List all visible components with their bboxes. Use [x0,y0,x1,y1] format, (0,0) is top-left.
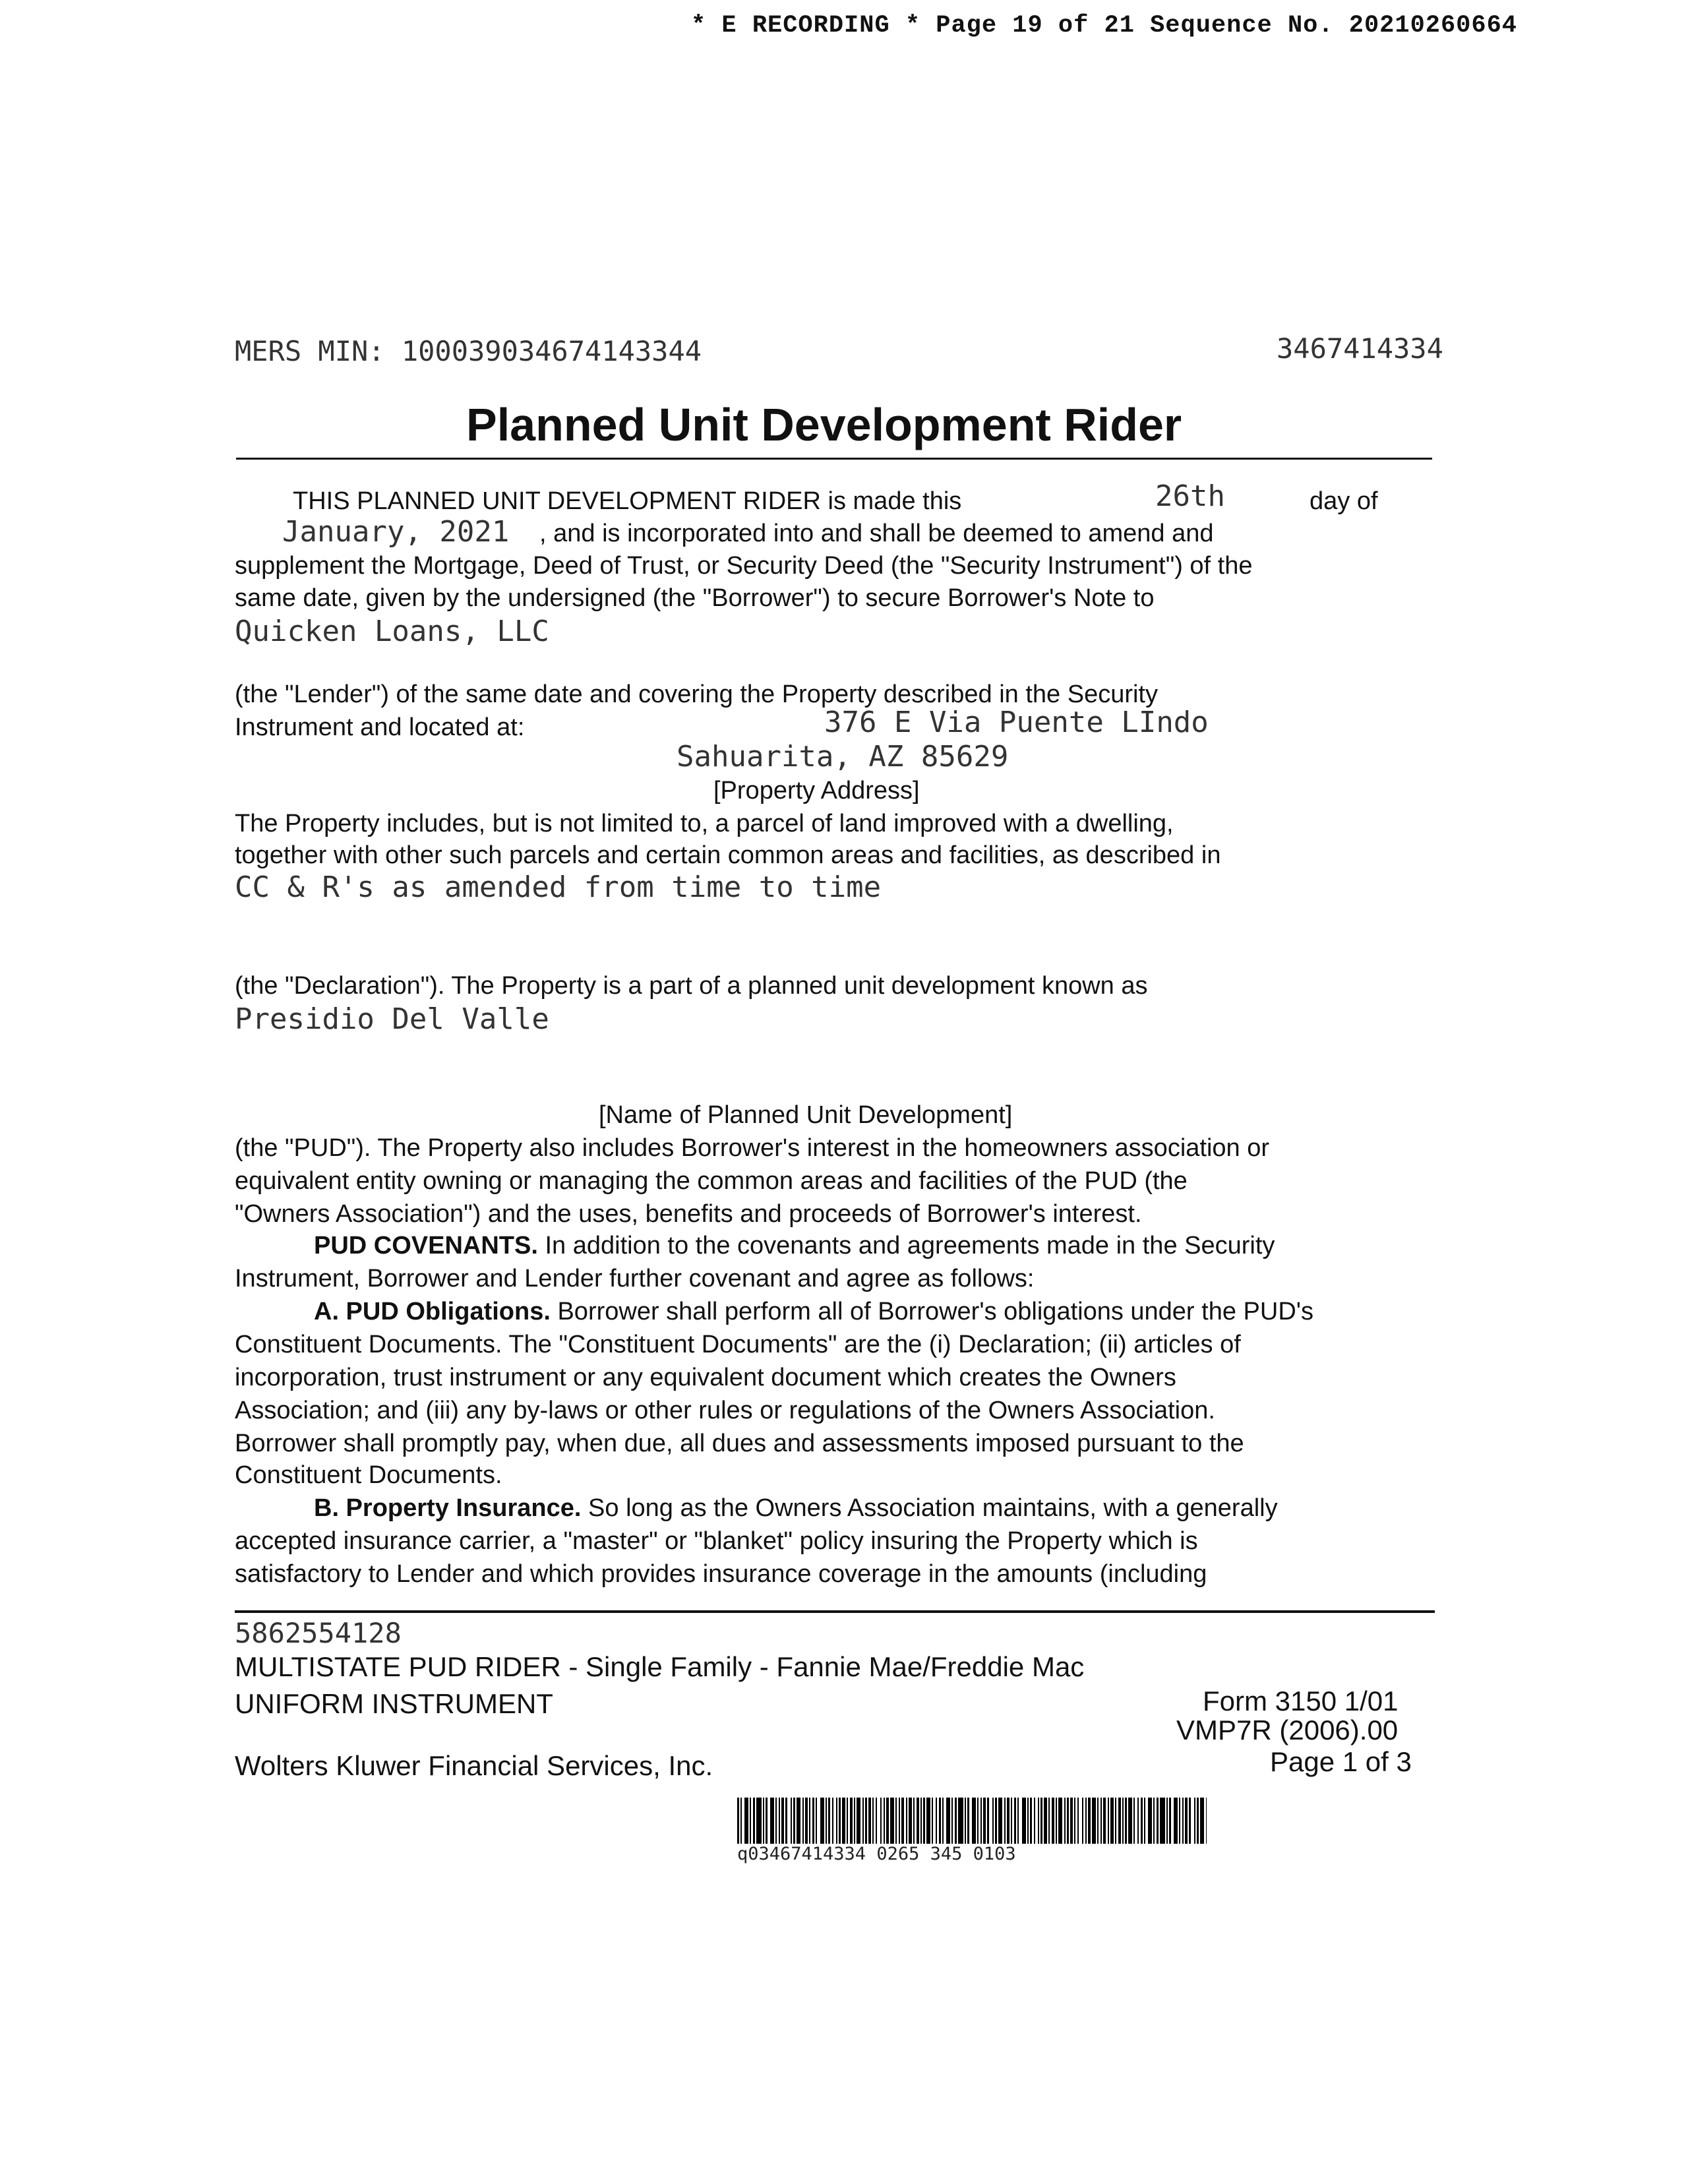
section-a-line-4: Association; and (iii) any by-laws or other rules or regulations of the Owners Association. [235,1397,1215,1424]
barcode-bar [756,1798,762,1844]
footer-uniform: UNIFORM INSTRUMENT [235,1688,553,1719]
intro-line-7: The Property includes, but is not limited to, a parcel of land improved with a dwelling, [235,810,1174,837]
loan-number: 3467414334 [1277,332,1443,365]
intro-line-12: "Owners Association") and the uses, benefits and proceeds of Borrower's interest. [235,1200,1142,1228]
section-a-line-2: Constituent Documents. The "Constituent Documents" are the (i) Declaration; (ii) articles of [235,1331,1241,1358]
intro-line-8: together with other such parcels and certain common areas and facilities, as described in [235,841,1221,869]
footer-publisher: Wolters Kluwer Financial Services, Inc. [235,1750,713,1781]
barcode-bar [958,1798,963,1844]
footer-form-title: MULTISTATE PUD RIDER - Single Family - Fannie Mae/Freddie Mac [235,1651,1085,1682]
intro-line-10: (the "PUD"). The Property also includes Borrower's interest in the homeowners association or [235,1134,1270,1162]
covenants-heading: PUD COVENANTS. [314,1232,538,1259]
intro-line-5: (the "Lender") of the same date and covering the Property described in the Security [235,681,1158,708]
intro-line-9: (the "Declaration"). The Property is a part of a planned unit development known as [235,972,1148,1000]
footer-rule [235,1610,1435,1613]
day-value: 26th [1155,479,1225,513]
section-a-line-5: Borrower shall promptly pay, when due, all dues and assessments imposed pursuant to the [235,1430,1244,1457]
intro-line-4: same date, given by the undersigned (the "Borrower") to secure Borrower's Note to [235,584,1155,612]
footer-form-number: Form 3150 1/01 [1203,1685,1399,1716]
covenants-line-1 [314,1229,1275,1262]
section-a-heading: A. PUD Obligations. [314,1298,551,1325]
section-b-line-1 [314,1492,1278,1525]
section-b-line-2: accepted insurance carrier, a "master" or "blanket" policy insuring the Property which is [235,1527,1198,1555]
pud-name: Presidio Del Valle [235,1002,549,1036]
section-b-line-3: satisfactory to Lender and which provides insurance coverage in the amounts (including [235,1560,1207,1588]
intro-line-1: THIS PLANNED UNIT DEVELOPMENT RIDER is made this [293,487,962,515]
covenants-line-2: Instrument, Borrower and Lender further covenant and agree as follows: [235,1265,1035,1292]
intro-line-6: Instrument and located at: [235,713,525,741]
barcode-bar [1206,1798,1207,1844]
barcode-text: q03467414334 0265 345 0103 [737,1844,1016,1864]
barcode-bar [1160,1798,1165,1844]
pud-caption: [Name of Planned Unit Development] [599,1101,1013,1129]
section-a-line-1-text: Borrower shall perform all of Borrower's obligations under the PUD's [550,1298,1314,1325]
section-a-line-6: Constituent Documents. [235,1461,502,1489]
day-of-label: day of [1310,487,1378,515]
recording-header: * E RECORDING * Page 19 of 21 Sequence No. 20210260664 [691,12,1517,40]
section-b-heading: B. Property Insurance. [314,1494,582,1522]
intro-line-3: supplement the Mortgage, Deed of Trust, or Security Deed (the "Security Instrument") of the [235,552,1253,580]
section-a-line-1 [314,1295,1313,1328]
address-line-2: Sahuarita, AZ 85629 [677,740,1009,774]
barcode [737,1798,1207,1844]
page-title: Planned Unit Development Rider [466,399,1182,450]
footer-page: Page 1 of 3 [1270,1746,1412,1777]
month-year-value: January, 2021 [282,515,510,549]
address-caption: [Property Address] [713,777,920,804]
address-line-1: 376 E Via Puente LIndo [824,706,1209,739]
mers-min: MERS MIN: 100039034674143344 [235,335,702,367]
covenants-line-1-text: In addition to the covenants and agreements made in the Security [537,1232,1275,1259]
footer-vmp: VMP7R (2006).00 [1176,1714,1399,1745]
section-a-line-3: incorporation, trust instrument or any equivalent document which creates the Owners [235,1364,1176,1391]
intro-line-11: equivalent entity owning or managing the common areas and facilities of the PUD (the [235,1167,1188,1195]
intro-line-2: , and is incorporated into and shall be deemed to amend and [539,520,1214,547]
section-b-line-1-text: So long as the Owners Association maintains, with a generally [581,1494,1278,1522]
declaration-value: CC & R's as amended from time to time [235,870,882,904]
lender-name: Quicken Loans, LLC [235,615,549,648]
footer-doc-id: 5862554128 [235,1617,402,1649]
title-rule [236,458,1432,460]
